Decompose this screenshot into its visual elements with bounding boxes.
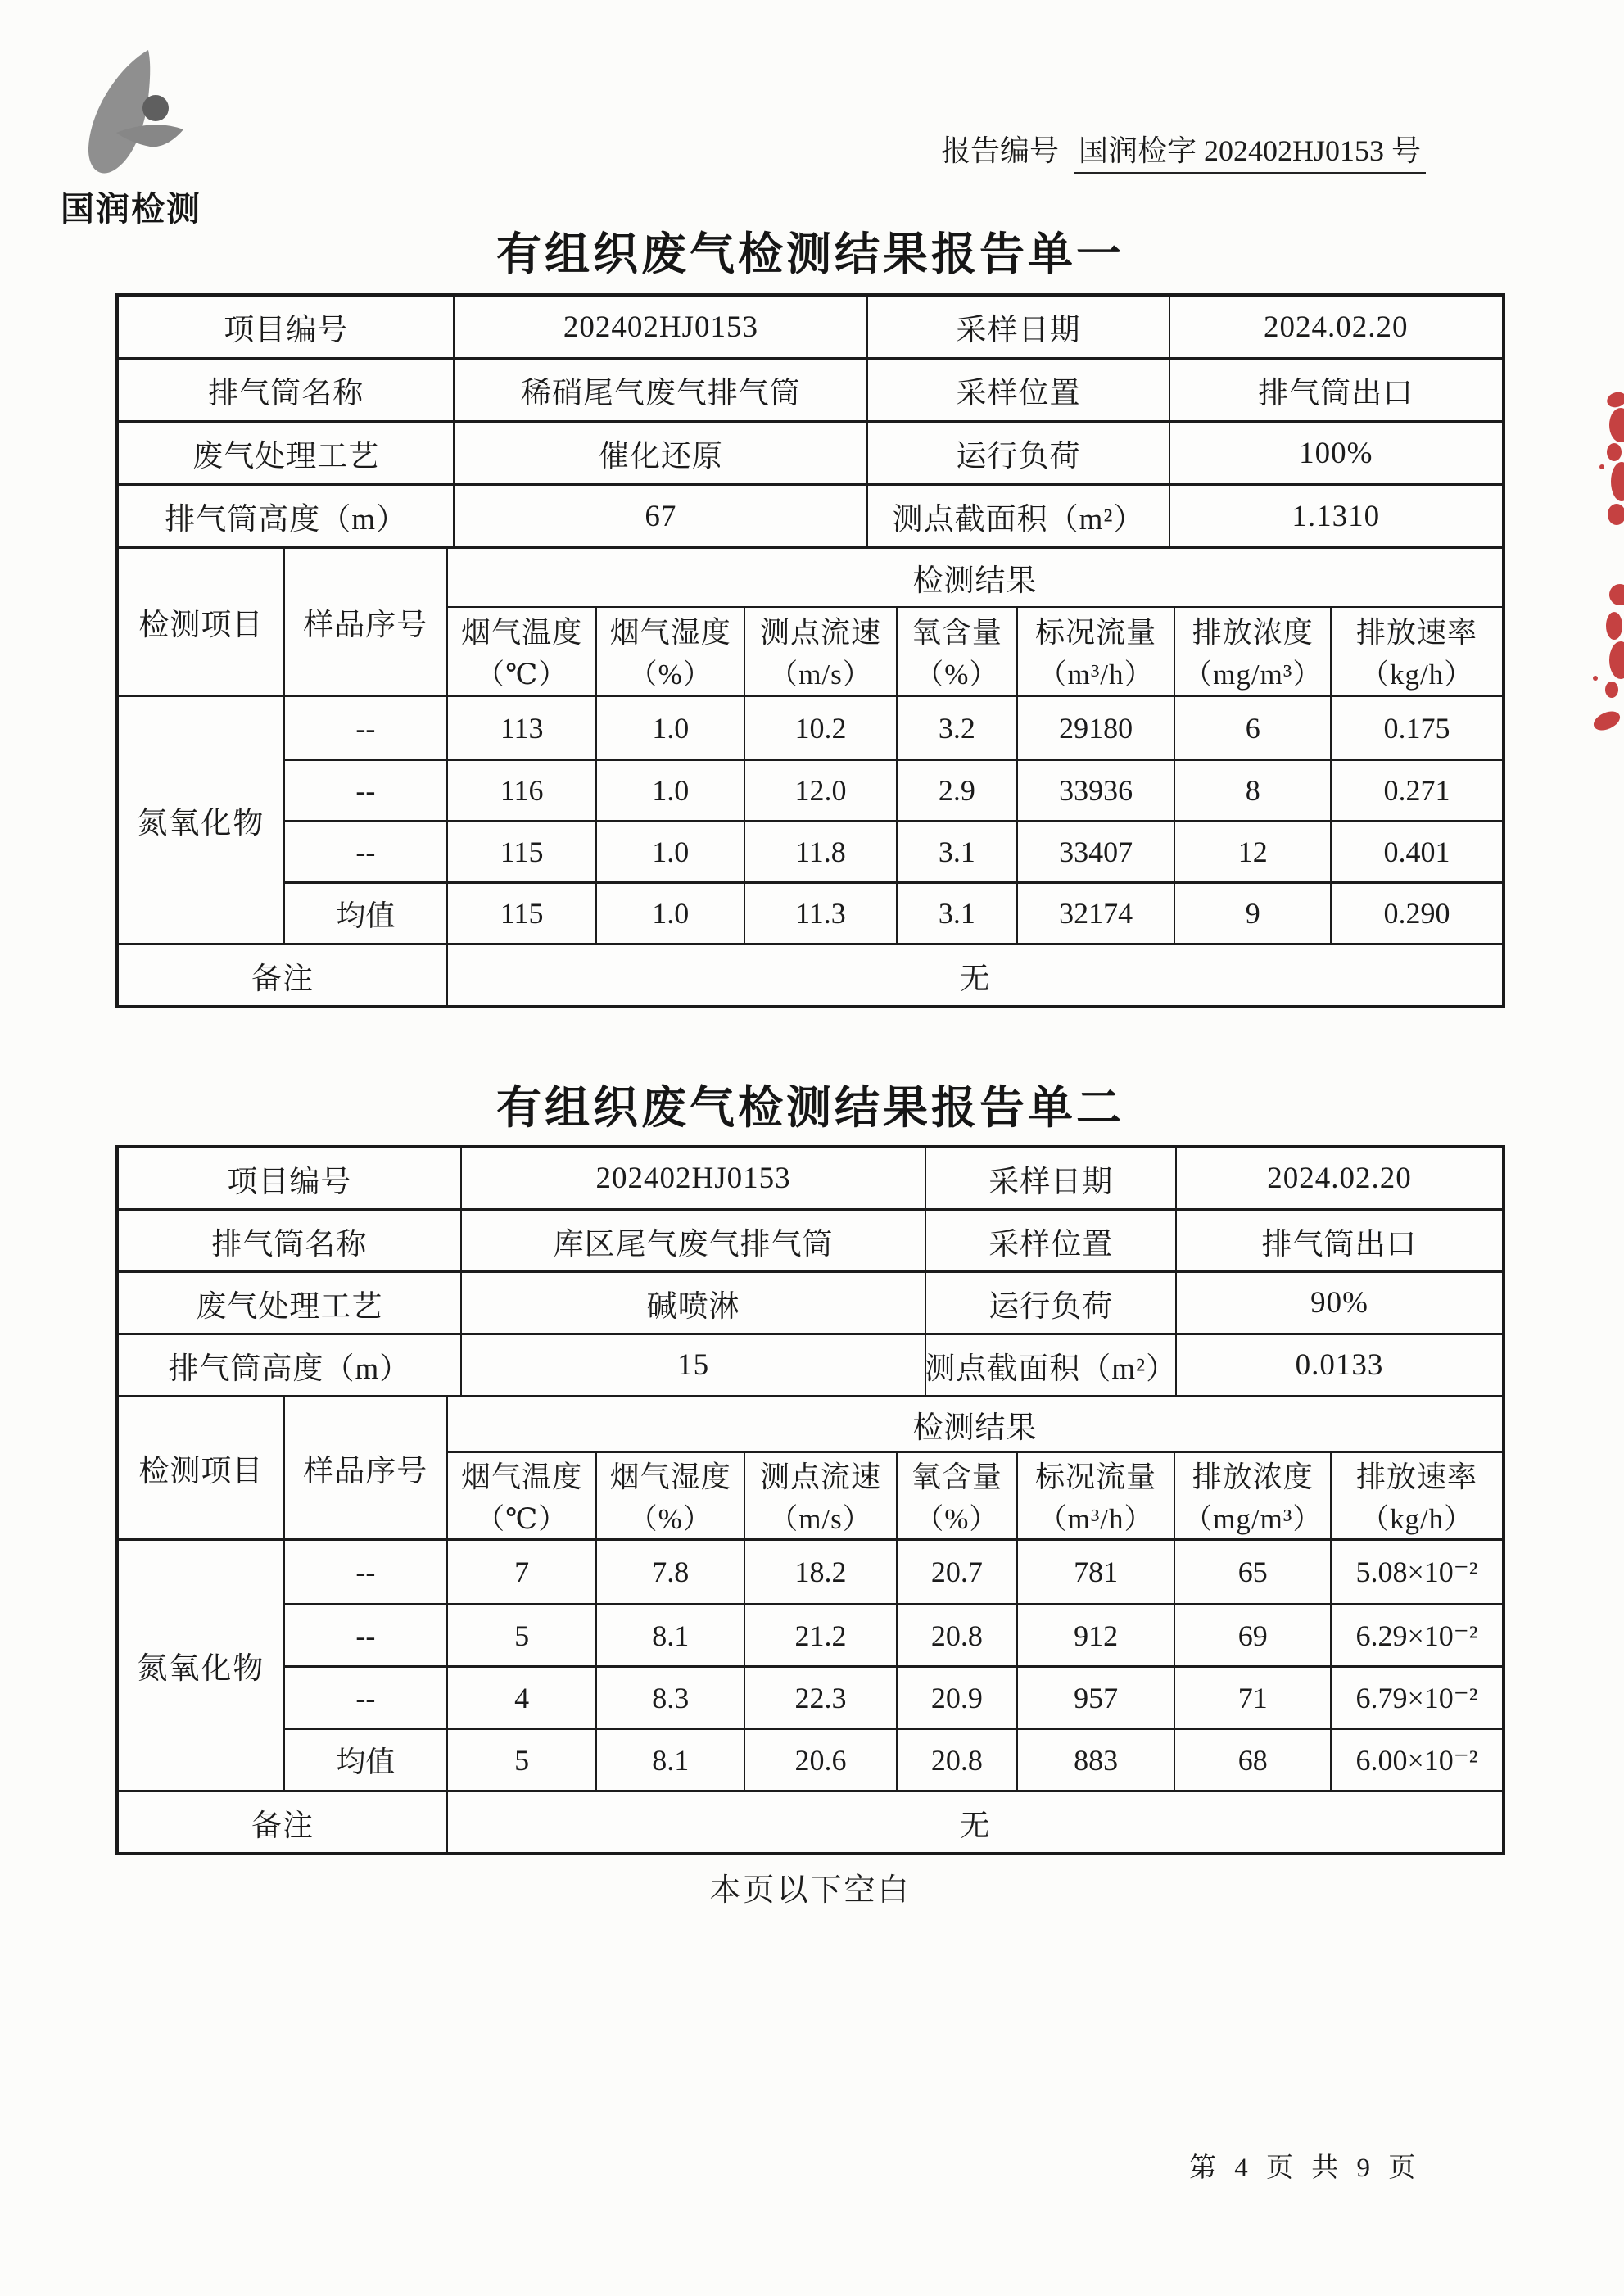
info-value: 202402HJ0153 [455,297,868,357]
column-header: 烟气温度 （℃） [448,1453,597,1538]
info-label: 测点截面积（m²） [926,1335,1177,1395]
info-row [119,297,1502,360]
report-number-label: 报告编号 [940,134,1059,167]
info-label: 运行负荷 [926,1273,1177,1333]
sample-cell: -- [285,1541,448,1603]
remark-label: 备注 [119,1792,448,1852]
info-value: 15 [462,1335,927,1395]
value-cell: 8.3 [597,1665,745,1728]
info-value: 稀硝尾气废气排气筒 [455,360,868,420]
report-one-table [115,293,1505,1008]
column-header-sample: 样品序号 [285,1397,448,1538]
value-cell: 5 [448,1603,597,1665]
value-cell: 5.08×10⁻² [1355,1556,1478,1588]
value-cell: 12 [1175,820,1332,881]
info-row [119,1211,1502,1273]
value-cell: 20.8 [898,1603,1018,1665]
info-label: 排气筒高度（m） [119,1335,462,1395]
value-cell: 5 [448,1728,597,1790]
info-value: 2024.02.20 [1267,1162,1412,1195]
info-label: 采样日期 [868,297,1169,357]
info-row [119,360,1502,423]
info-row [119,486,1502,549]
report-number-line [941,128,1426,170]
info-row [119,1335,1502,1397]
column-header: 氧含量 （%） [898,1453,1018,1538]
column-header: 排放浓度 （mg/m³） [1175,608,1332,695]
report-number-value: 国润检字 202402HJ0153 号 [1074,134,1426,174]
column-header: 标况流量 （m³/h） [1018,608,1176,695]
parameter-name: 氮氧化物 [119,1541,285,1790]
value-cell: 6.79×10⁻² [1332,1665,1502,1728]
info-value: 100% [1299,436,1373,470]
value-cell: 0.401 [1332,820,1502,881]
sample-cell: -- [285,1603,448,1665]
results-header: 检测结果 [448,1397,1502,1453]
value-cell: 4 [448,1665,597,1728]
info-label: 废气处理工艺 [119,423,455,483]
info-row [119,423,1502,486]
sample-cell: -- [285,820,448,881]
value-cell: 10.2 [745,697,898,759]
parameter-name: 氮氧化物 [119,697,285,943]
value-cell: 65 [1175,1541,1332,1603]
value-cell: 1.0 [597,697,745,759]
value-cell: 2.9 [898,759,1018,820]
value-cell: 20.6 [745,1728,898,1790]
column-header-item: 检测项目 [119,1397,285,1538]
info-value: 67 [455,486,868,546]
value-cell: 11.3 [745,881,898,943]
info-label: 项目编号 [119,1148,462,1208]
value-cell: 115 [448,820,597,881]
value-cell: 20.9 [898,1665,1018,1728]
remark-label: 备注 [119,945,448,1005]
column-header: 烟气湿度 （%） [597,1453,745,1538]
value-cell: 20.7 [898,1541,1018,1603]
logo-swoosh-icon [69,48,193,179]
value-cell: 3.1 [898,881,1018,943]
column-header: 排放速率 （kg/h） [1356,615,1478,691]
red-stamp-mark [1592,388,1624,531]
logo-text: 国润检测 [61,190,201,228]
value-cell: 12.0 [745,759,898,820]
value-cell: 21.2 [745,1603,898,1665]
info-value: 0.0133 [1295,1348,1384,1382]
value-cell: 18.2 [745,1541,898,1603]
sample-cell: 均值 [285,881,448,943]
info-label: 采样位置 [868,360,1169,420]
value-cell: 71 [1175,1665,1332,1728]
page-number: 第 4 页 共 9 页 [1189,2153,1422,2183]
info-value: 202402HJ0153 [462,1148,927,1208]
info-row [119,1273,1502,1335]
info-label: 排气筒高度（m） [119,486,455,546]
remark-row [119,943,1502,1005]
value-cell: 7 [448,1541,597,1603]
info-label: 项目编号 [119,297,455,357]
value-cell: 7.8 [597,1541,745,1603]
results-header-band [119,1397,1502,1541]
remark-value: 无 [959,962,991,996]
column-header: 排放速率 （kg/h） [1356,1460,1478,1535]
info-value: 催化还原 [455,423,868,483]
value-cell: 1.0 [597,759,745,820]
value-cell: 68 [1175,1728,1332,1790]
value-cell: 11.8 [745,820,898,881]
sample-cell: -- [285,697,448,759]
value-cell: 0.175 [1383,711,1450,745]
value-cell: 6.00×10⁻² [1332,1728,1502,1790]
info-value: 2024.02.20 [1264,310,1409,344]
value-cell: 6.29×10⁻² [1332,1603,1502,1665]
info-label: 废气处理工艺 [119,1273,462,1333]
value-cell: 3.2 [898,697,1018,759]
info-label: 排气筒名称 [119,360,455,420]
sample-cell: 均值 [285,1728,448,1790]
value-cell: 9 [1175,881,1332,943]
column-header: 烟气温度 （℃） [448,608,597,695]
results-data-band [119,1541,1502,1790]
column-header: 测点流速 （m/s） [745,608,898,695]
value-cell: 8.1 [597,1603,745,1665]
info-value: 排气筒出口 [1261,1227,1418,1261]
value-cell: 116 [448,759,597,820]
value-cell: 32174 [1018,881,1176,943]
value-cell: 3.1 [898,820,1018,881]
column-header-sample: 样品序号 [285,549,448,695]
value-cell: 6 [1175,697,1332,759]
value-cell: 781 [1018,1541,1176,1603]
column-header: 烟气湿度 （%） [597,608,745,695]
column-header-item: 检测项目 [119,549,285,695]
value-cell: 8.1 [597,1728,745,1790]
value-cell: 115 [448,881,597,943]
report-two-title: 有组织废气检测结果报告单二 [495,1082,1124,1133]
column-header: 测点流速 （m/s） [745,1453,898,1538]
info-row [119,1148,1502,1211]
info-label: 测点截面积（m²） [868,486,1169,546]
column-header: 标况流量 （m³/h） [1018,1453,1176,1538]
value-cell: 113 [448,697,597,759]
value-cell: 883 [1018,1728,1176,1790]
value-cell: 69 [1175,1603,1332,1665]
info-value: 库区尾气废气排气筒 [462,1211,927,1270]
info-value: 排气筒出口 [1258,377,1414,410]
results-header-band [119,549,1502,697]
remark-value: 无 [959,1809,991,1843]
info-value: 1.1310 [1292,499,1381,533]
info-label: 采样位置 [926,1211,1177,1270]
info-value: 碱喷淋 [462,1273,927,1333]
value-cell: 1.0 [597,820,745,881]
value-cell: 29180 [1018,697,1176,759]
sample-cell: -- [285,759,448,820]
info-label: 排气筒名称 [119,1211,462,1270]
column-header: 排放浓度 （mg/m³） [1175,1453,1332,1538]
sample-cell: -- [285,1665,448,1728]
blank-below-note: 本页以下空白 [709,1873,912,1908]
info-label: 运行负荷 [868,423,1169,483]
report-one-title: 有组织废气检测结果报告单一 [495,229,1124,279]
report-two-table [115,1145,1505,1855]
value-cell: 20.8 [898,1728,1018,1790]
remark-row [119,1790,1502,1852]
info-label: 采样日期 [926,1148,1177,1208]
info-value: 90% [1310,1286,1368,1320]
value-cell: 33407 [1018,820,1176,881]
results-data-band [119,697,1502,943]
results-header: 检测结果 [448,549,1502,608]
value-cell: 912 [1018,1603,1176,1665]
value-cell: 957 [1018,1665,1176,1728]
column-header: 氧含量 （%） [898,608,1018,695]
red-stamp-mark [1589,580,1624,744]
value-cell: 1.0 [597,881,745,943]
value-cell: 0.271 [1332,759,1502,820]
value-cell: 0.290 [1332,881,1502,943]
value-cell: 33936 [1018,759,1176,820]
company-logo [47,48,215,230]
value-cell: 22.3 [745,1665,898,1728]
value-cell: 8 [1175,759,1332,820]
